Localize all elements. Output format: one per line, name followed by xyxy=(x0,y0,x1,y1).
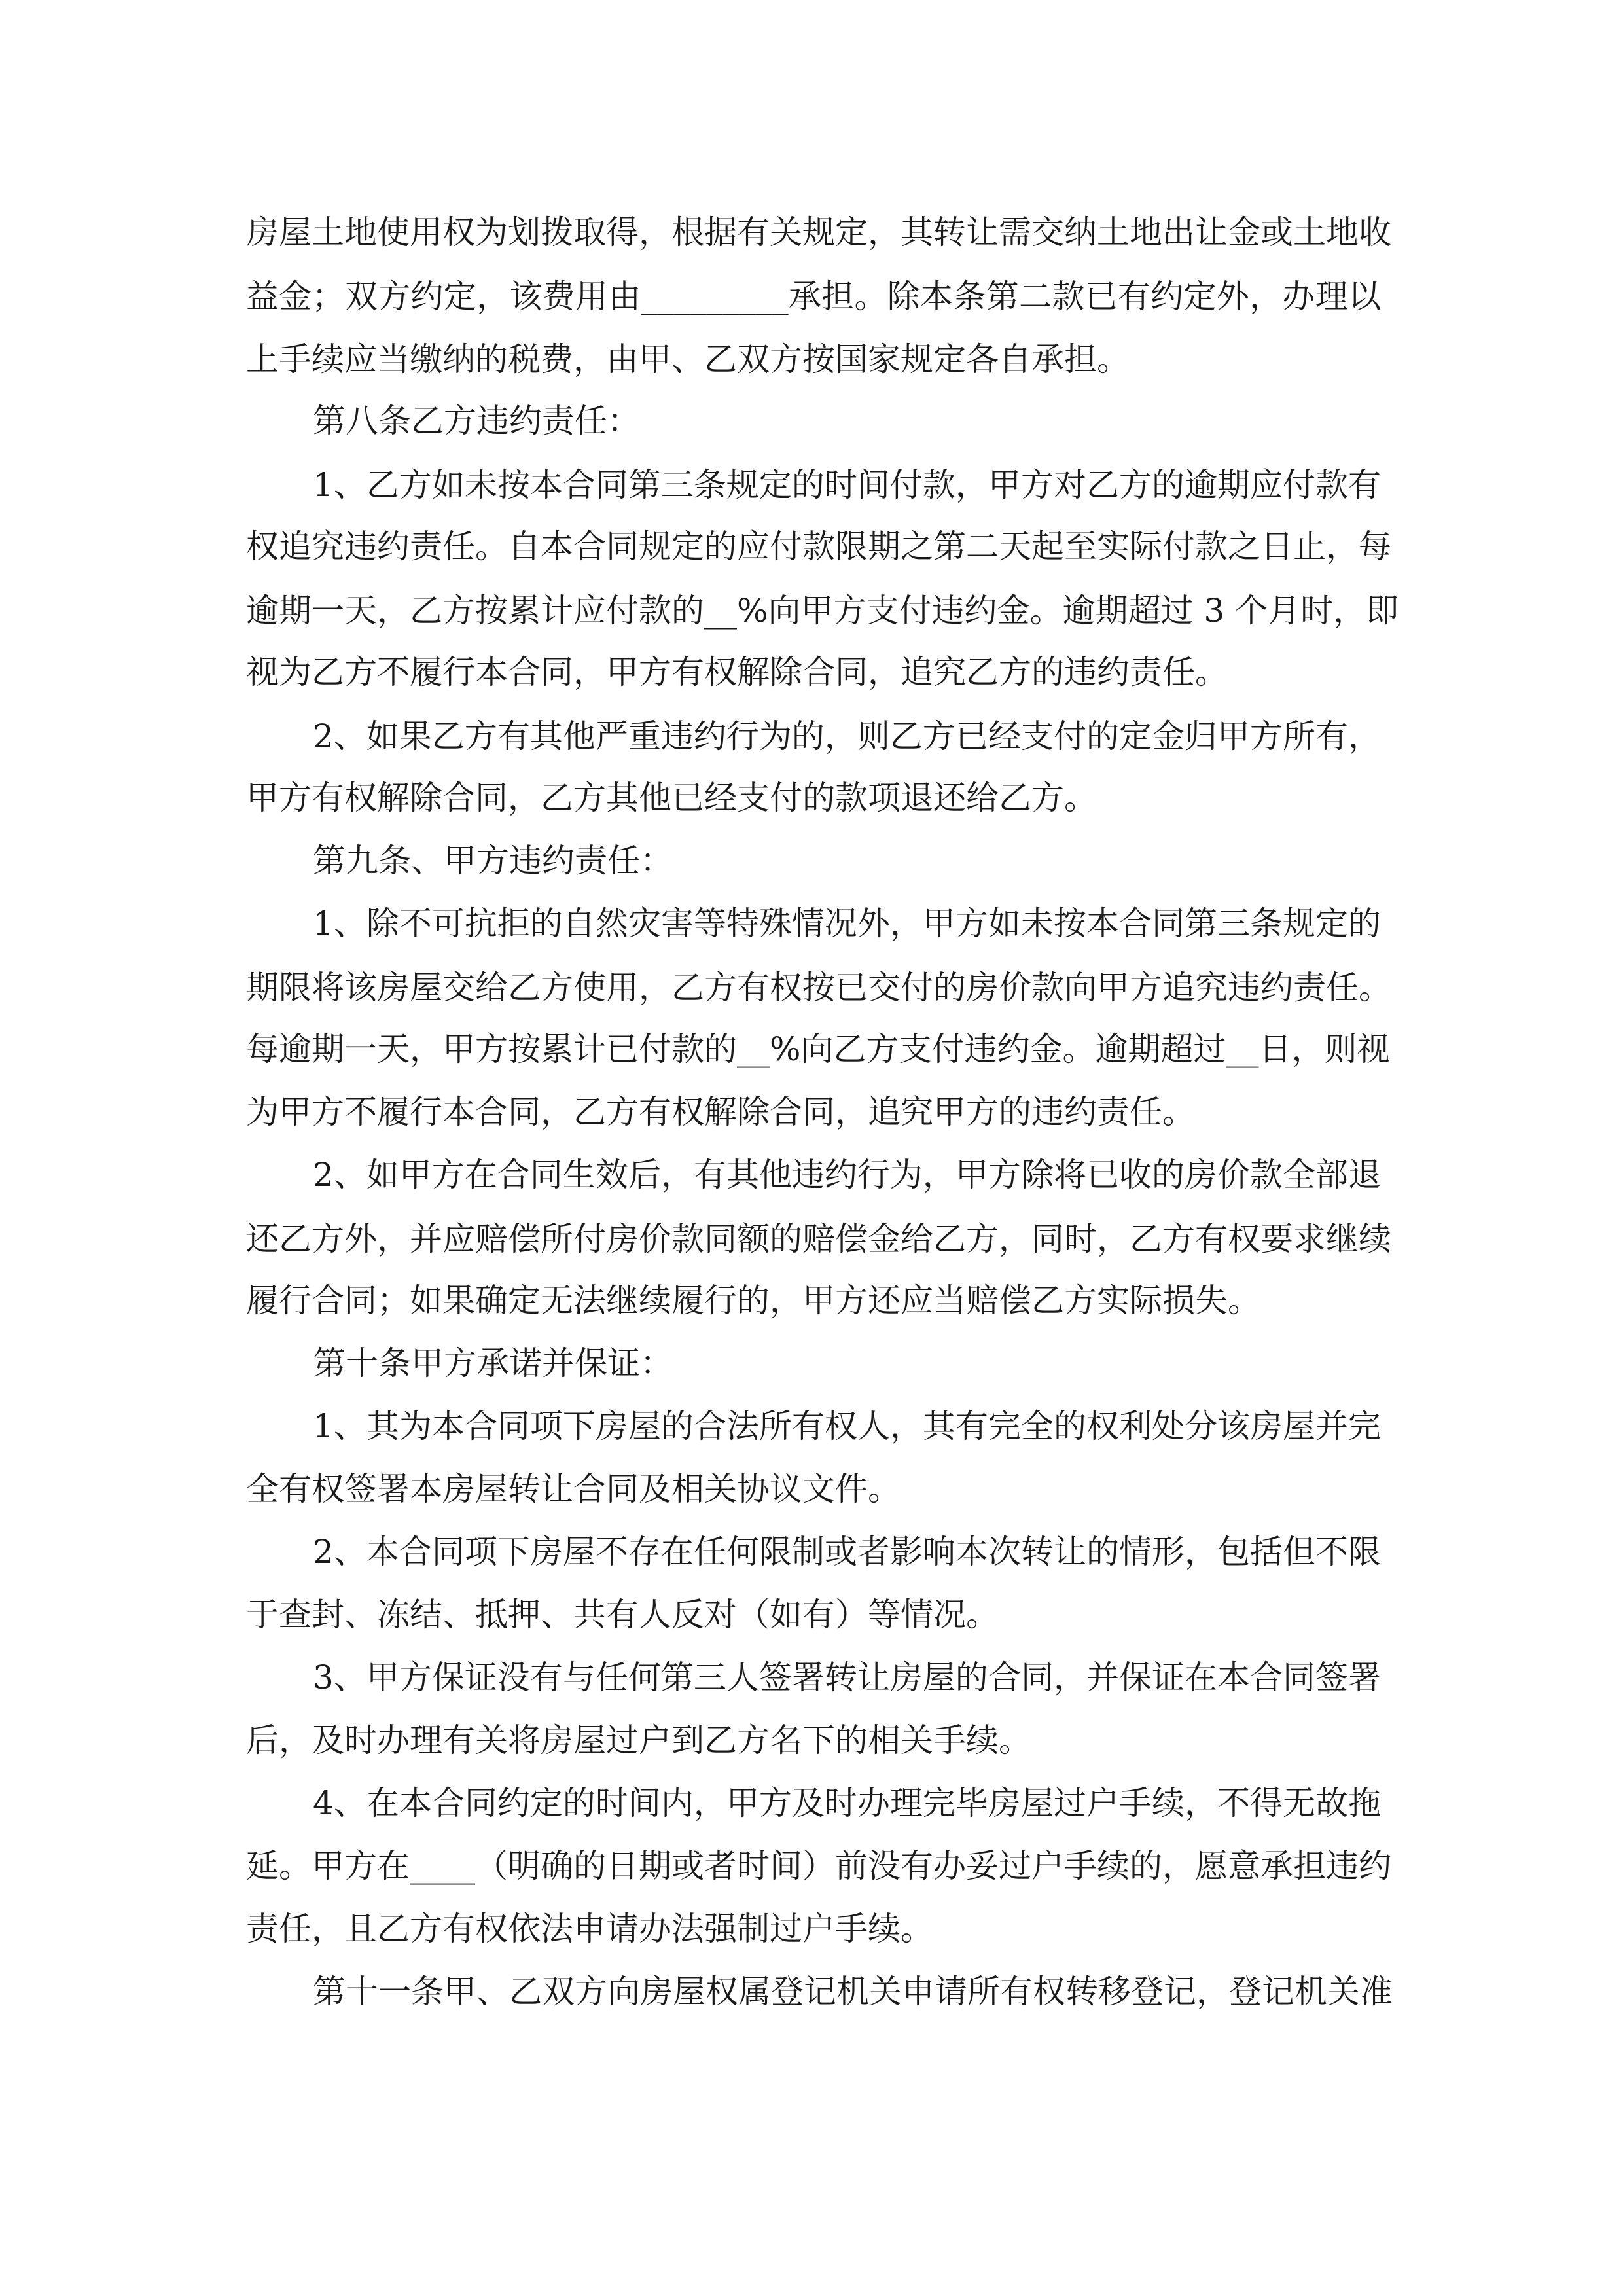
text-line-content: 上手续应当缴纳的税费，由甲、乙双方按国家规定各自承担。 xyxy=(246,340,1130,378)
text-line xyxy=(246,1905,933,1953)
text-line xyxy=(246,1025,1390,1073)
text-line xyxy=(313,1339,673,1388)
text-line-content: 2、如果乙方有其他严重违约行为的，则乙方已经支付的定金归甲方所有， xyxy=(313,717,1381,755)
text-line xyxy=(246,1465,901,1513)
text-line-content: 房屋土地使用权为划拨取得，根据有关规定，其转让需交纳土地出让金或土地收 xyxy=(246,213,1391,251)
text-line xyxy=(313,1653,1381,1702)
text-line xyxy=(246,522,1391,571)
text-line-content: 第八条乙方违约责任： xyxy=(313,402,640,440)
text-line xyxy=(246,1842,1391,1890)
text-line-content: 2、本合同项下房屋不存在任何限制或者影响本次转让的情形，包括但不限 xyxy=(313,1533,1381,1571)
text-line-content: 延。甲方在____（明确的日期或者时间）前没有办妥过户手续的，愿意承担违约 xyxy=(246,1847,1391,1885)
text-line-content: 履行合同；如果确定无法继续履行的，甲方还应当赔偿乙方实际损失。 xyxy=(246,1282,1260,1319)
text-line-content: 2、如甲方在合同生效后，有其他违约行为，甲方除将已收的房价款全部退 xyxy=(313,1156,1381,1194)
text-line xyxy=(246,1716,1031,1765)
text-line-content: 1、其为本合同项下房屋的合法所有权人，其有完全的权利处分该房屋并完 xyxy=(313,1407,1381,1445)
text-line-content: 益金；双方约定，该费用由_________承担。除本条第二款已有约定外，办理以 xyxy=(246,278,1381,315)
text-line xyxy=(246,774,1097,822)
text-line xyxy=(246,648,1228,696)
text-line xyxy=(313,1779,1381,1827)
text-line-content: 第九条、甲方违约责任： xyxy=(313,842,673,880)
text-line-content: 4、在本合同约定的时间内，甲方及时办理完毕房屋过户手续，不得无故拖 xyxy=(313,1784,1381,1822)
text-line xyxy=(246,208,1391,257)
text-line-content: 第十一条甲、乙双方向房屋权属登记机关申请所有权转移登记，登记机关准 xyxy=(313,1973,1393,2011)
text-line xyxy=(246,963,1391,1012)
text-line-content: 逾期一天，乙方按累计应付款的__%向甲方支付违约金。逾期超过 3 个月时，即 xyxy=(246,592,1399,630)
text-line xyxy=(313,1151,1381,1199)
text-line-content: 期限将该房屋交给乙方使用，乙方有权按已交付的房价款向甲方追究违约责任。 xyxy=(246,969,1391,1007)
text-line-content: 于查封、冻结、抵押、共有人反对（如有）等情况。 xyxy=(246,1596,999,1634)
text-line xyxy=(313,1528,1381,1576)
text-line xyxy=(313,836,673,885)
text-line-content: 1、乙方如未按本合同第三条规定的时间付款，甲方对乙方的逾期应付款有 xyxy=(313,466,1381,504)
text-line-content: 3、甲方保证没有与任何第三人签署转让房屋的合同，并保证在本合同签署 xyxy=(313,1659,1381,1696)
text-line xyxy=(313,712,1381,761)
text-line xyxy=(313,899,1381,948)
text-line-content: 每逾期一天，甲方按累计已付款的__%向乙方支付违约金。逾期超过__日，则视 xyxy=(246,1030,1390,1068)
text-line-content: 还乙方外，并应赔偿所付房价款同额的赔偿金给乙方，同时，乙方有权要求继续 xyxy=(246,1220,1391,1258)
text-line xyxy=(313,397,640,445)
text-line-content: 第十条甲方承诺并保证： xyxy=(313,1344,673,1382)
text-line xyxy=(246,1590,999,1639)
text-line-content: 1、除不可抗拒的自然灾害等特殊情况外，甲方如未按本合同第三条规定的 xyxy=(313,905,1381,942)
text-line xyxy=(246,335,1130,384)
text-line xyxy=(246,1276,1260,1325)
text-line xyxy=(313,461,1381,509)
text-line-content: 为甲方不履行本合同，乙方有权解除合同，追究甲方的违约责任。 xyxy=(246,1093,1195,1131)
text-line xyxy=(246,586,1399,635)
text-line-content: 权追究违约责任。自本合同规定的应付款限期之第二天起至实际付款之日止，每 xyxy=(246,528,1391,565)
text-line xyxy=(313,1402,1381,1450)
text-line-content: 全有权签署本房屋转让合同及相关协议文件。 xyxy=(246,1470,901,1508)
text-line xyxy=(313,1967,1393,2016)
text-line-content: 视为乙方不履行本合同，甲方有权解除合同，追究乙方的违约责任。 xyxy=(246,653,1228,691)
text-line-content: 后，及时办理有关将房屋过户到乙方名下的相关手续。 xyxy=(246,1721,1031,1759)
text-line-content: 甲方有权解除合同，乙方其他已经支付的款项退还给乙方。 xyxy=(246,779,1097,817)
text-line xyxy=(246,1088,1195,1136)
text-line xyxy=(246,272,1381,321)
text-line xyxy=(246,1215,1391,1263)
text-line-content: 责任，且乙方有权依法申请办法强制过户手续。 xyxy=(246,1910,933,1948)
